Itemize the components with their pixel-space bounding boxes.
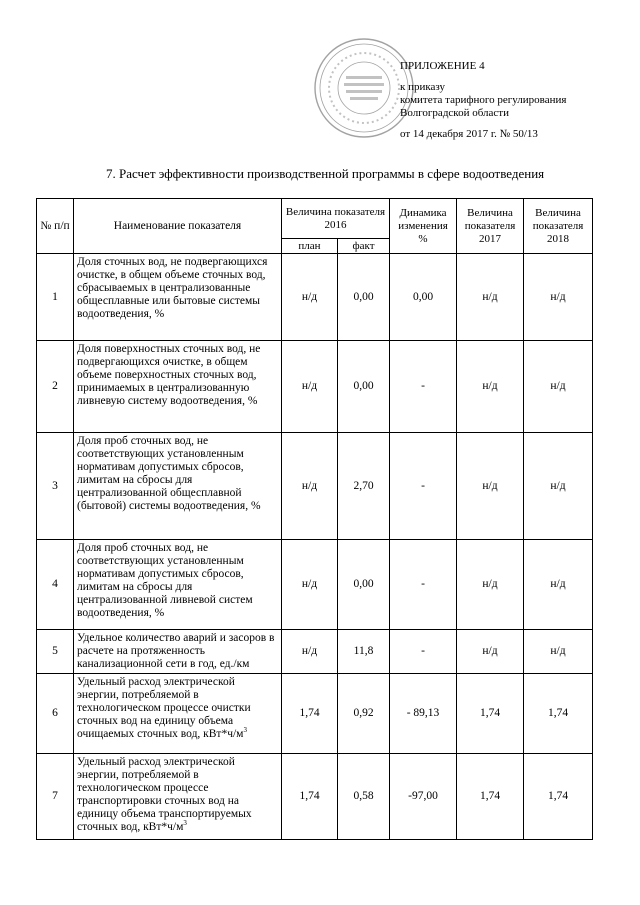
row-value-2017 (457, 254, 524, 341)
row-value-2017-text: н/д (482, 380, 498, 392)
row-num-text: 4 (52, 578, 58, 590)
row-value-2018-text: н/д (550, 578, 566, 590)
committee-name-1: комитета тарифного регулирования (400, 94, 567, 106)
row-value-2018-text: 1,74 (547, 790, 569, 802)
row-value-2017 (457, 433, 524, 540)
row-value-2017-text: н/д (482, 578, 498, 590)
row-fact (338, 341, 390, 433)
row-num (37, 433, 74, 540)
row-num (37, 341, 74, 433)
table-row (37, 754, 593, 840)
row-dynamics (390, 433, 457, 540)
row-num (37, 540, 74, 630)
efficiency-table (36, 198, 593, 840)
row-fact (338, 674, 390, 754)
row-num-text: 5 (52, 645, 58, 657)
row-name (74, 433, 282, 540)
unit-superscript: 3 (243, 726, 247, 735)
row-dynamics (390, 254, 457, 341)
row-fact-text: 2,70 (353, 479, 374, 492)
order-date-number: от 14 декабря 2017 г. № 50/13 (400, 128, 538, 140)
row-name-text: Удельное количество аварий и засоров в расчете на протяженность канализационной сети в год, ед./км (77, 632, 275, 670)
table-row (37, 674, 593, 754)
row-dynamics (390, 754, 457, 840)
row-value-2017-text: 1,74 (479, 790, 501, 802)
unit-superscript: 3 (183, 819, 187, 828)
header-num: № п/п (37, 199, 74, 254)
row-fact (338, 754, 390, 840)
table-row (37, 630, 593, 674)
row-value-2018-text: н/д (550, 645, 566, 657)
row-plan-text: н/д (301, 645, 318, 657)
row-fact-text: 0,58 (353, 790, 374, 802)
row-name (74, 754, 282, 840)
row-name (74, 674, 282, 754)
row-num-text: 7 (52, 790, 58, 802)
header-value-2017: Величина показателя 2017 (457, 199, 524, 254)
row-dynamics-text: - 89,13 (406, 707, 440, 719)
row-value-2017-text: н/д (482, 479, 498, 492)
row-fact-text: 0,00 (353, 380, 374, 392)
row-num-text: 2 (52, 380, 58, 392)
document-header (400, 60, 566, 141)
table-row (37, 540, 593, 630)
row-value-2017 (457, 754, 524, 840)
row-plan (282, 630, 338, 674)
row-plan-text: н/д (301, 479, 318, 492)
row-value-2017-text: н/д (482, 645, 498, 657)
row-dynamics (390, 341, 457, 433)
row-fact (338, 254, 390, 341)
row-plan-text: 1,74 (299, 790, 320, 802)
row-name (74, 341, 282, 433)
row-value-2018-text: н/д (550, 290, 566, 303)
row-fact-text: 0,00 (353, 578, 374, 590)
row-fact (338, 630, 390, 674)
row-fact (338, 540, 390, 630)
header-name: Наименование показателя (74, 199, 282, 254)
row-value-2017 (457, 341, 524, 433)
row-value-2018-text: н/д (550, 380, 566, 392)
table-row (37, 341, 593, 433)
row-name-text: Удельный расход электрической энергии, потребляемой в технологическом процессе очистки сточных вод на единицу объема очищаемых сточных вод, кВт*ч/м (77, 676, 251, 740)
row-value-2018 (524, 341, 593, 433)
row-dynamics-text: - (421, 479, 425, 492)
row-dynamics-text: -97,00 (408, 790, 438, 802)
row-dynamics-text: - (421, 645, 425, 657)
appendix-label: ПРИЛОЖЕНИЕ 4 (400, 60, 485, 72)
row-fact (338, 433, 390, 540)
row-value-2018 (524, 674, 593, 754)
row-num-text: 3 (52, 479, 58, 492)
row-plan (282, 433, 338, 540)
row-name (74, 540, 282, 630)
row-name (74, 254, 282, 341)
row-plan (282, 754, 338, 840)
committee-name-2: Волгоградской области (400, 107, 509, 119)
row-num-text: 1 (52, 290, 58, 303)
row-value-2017 (457, 674, 524, 754)
row-name-text: Удельный расход электрической энергии, потребляемой в технологическом процессе транспортировки сточных вод на единицу объема транспортируемых сточных вод, кВт*ч/м (77, 756, 252, 833)
row-value-2017-text: 1,74 (479, 707, 501, 719)
row-value-2017 (457, 540, 524, 630)
row-num (37, 630, 74, 674)
header-value-2018: Величина показателя 2018 (524, 199, 593, 254)
row-value-2018 (524, 254, 593, 341)
row-value-2018 (524, 433, 593, 540)
row-num-text: 6 (52, 707, 58, 719)
row-num (37, 754, 74, 840)
row-value-2018 (524, 540, 593, 630)
header-fact: факт (338, 239, 390, 254)
row-name-text: Доля проб сточных вод, не соответствующих установленным нормативам допустимых сбросов, лимитам на сбросы для централизованной общесплавной (бытовой) системы водоотведения, % (77, 435, 261, 512)
row-plan-text: 1,74 (299, 707, 320, 719)
row-plan-text: н/д (301, 290, 318, 303)
row-plan (282, 341, 338, 433)
row-name-text: Доля сточных вод, не подвергающихся очистке, в общем объеме сточных вод, сбрасываемых в централизованные общесплавные или бытовые системы водоотведения, % (77, 256, 268, 320)
row-fact-text: 0,00 (353, 290, 374, 303)
row-dynamics-text: - (421, 578, 425, 590)
row-dynamics (390, 674, 457, 754)
order-ref: к приказу (400, 81, 446, 93)
row-dynamics (390, 630, 457, 674)
header-plan: план (282, 239, 338, 254)
row-value-2017-text: н/д (482, 290, 498, 303)
row-value-2018-text: 1,74 (547, 707, 569, 719)
row-plan (282, 540, 338, 630)
row-dynamics-text: 0,00 (412, 290, 434, 303)
row-num (37, 674, 74, 754)
row-value-2018 (524, 630, 593, 674)
row-name-text: Доля проб сточных вод, не соответствующих установленным нормативам допустимых сбросов, лимитам на сбросы для централизованной ливневой систем водоотведения, % (77, 542, 253, 619)
table-row (37, 433, 593, 540)
header-dynamics: Динамика изменения % (390, 199, 457, 254)
row-num (37, 254, 74, 341)
row-dynamics-text: - (421, 380, 425, 392)
section-title: 7. Расчет эффективности производственной программы в сфере водоотведения (106, 166, 545, 181)
row-fact-text: 11,8 (353, 645, 374, 657)
row-dynamics (390, 540, 457, 630)
row-plan-text: н/д (301, 380, 318, 392)
row-name-text: Доля поверхностных сточных вод, не подвергающихся очистке, в общем объеме поверхностных сточных вод, принимаемых в централизованную ливневую систему водоотведения, % (77, 343, 261, 407)
table-row (37, 254, 593, 341)
row-plan-text: н/д (301, 578, 318, 590)
row-value-2017 (457, 630, 524, 674)
row-plan (282, 254, 338, 341)
row-value-2018 (524, 754, 593, 840)
header-value-2016: Величина показателя 2016 (282, 199, 390, 239)
row-value-2018-text: н/д (550, 479, 566, 492)
row-plan (282, 674, 338, 754)
row-fact-text: 0,92 (353, 707, 374, 719)
row-name (74, 630, 282, 674)
